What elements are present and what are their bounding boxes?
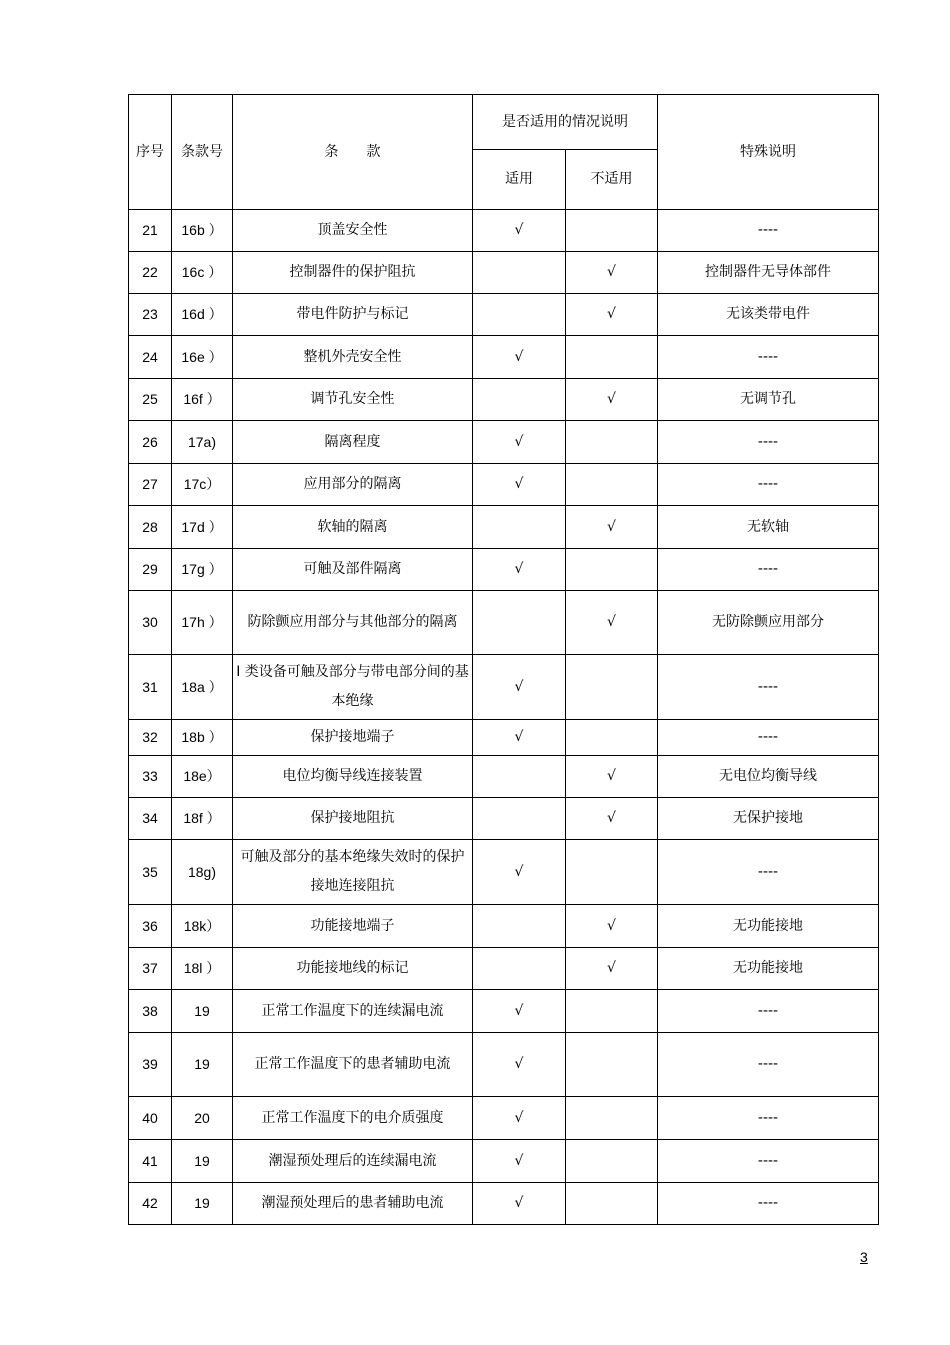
- header-seq: 序号: [129, 95, 172, 210]
- clause-no-cell: 19: [172, 1033, 233, 1097]
- applicable-cell: [473, 591, 566, 655]
- clause-cell: 可触及部件隔离: [233, 549, 473, 591]
- applicable-cell: √: [473, 1183, 566, 1225]
- not-applicable-cell: [566, 549, 658, 591]
- remark-cell: 无该类带电件: [658, 294, 879, 336]
- not-applicable-cell: [566, 655, 658, 720]
- not-applicable-cell: [566, 840, 658, 905]
- clause-cell: 潮湿预处理后的连续漏电流: [233, 1140, 473, 1183]
- applicable-cell: √: [473, 464, 566, 506]
- clause-no-cell: 18b ）: [172, 720, 233, 756]
- clause-cell: 顶盖安全性: [233, 210, 473, 252]
- header-applicable: 适用: [473, 150, 566, 210]
- applicable-cell: √: [473, 990, 566, 1033]
- clause-cell: 隔离程度: [233, 421, 473, 464]
- remark-cell: ----: [658, 464, 879, 506]
- applicable-cell: [473, 948, 566, 990]
- clause-cell: 软轴的隔离: [233, 506, 473, 549]
- remark-cell: ----: [658, 421, 879, 464]
- remark-cell: ----: [658, 1140, 879, 1183]
- not-applicable-cell: √: [566, 379, 658, 421]
- seq-cell: 26: [129, 421, 172, 464]
- table-row: [129, 1033, 879, 1097]
- not-applicable-cell: √: [566, 798, 658, 840]
- applicable-cell: √: [473, 1033, 566, 1097]
- seq-cell: 28: [129, 506, 172, 549]
- seq-cell: 37: [129, 948, 172, 990]
- table-body: [129, 95, 879, 1225]
- not-applicable-cell: √: [566, 252, 658, 294]
- applicable-cell: [473, 798, 566, 840]
- clause-cell: 正常工作温度下的患者辅助电流: [233, 1033, 473, 1097]
- seq-cell: 29: [129, 549, 172, 591]
- clause-cell: 可触及部分的基本绝缘失效时的保护接地连接阻抗: [233, 840, 473, 905]
- table-row: [129, 549, 879, 591]
- applicable-cell: √: [473, 840, 566, 905]
- not-applicable-cell: [566, 210, 658, 252]
- seq-cell: 31: [129, 655, 172, 720]
- clause-cell: 潮湿预处理后的患者辅助电流: [233, 1183, 473, 1225]
- clause-no-cell: 18f ）: [172, 798, 233, 840]
- remark-cell: 无功能接地: [658, 948, 879, 990]
- not-applicable-cell: [566, 990, 658, 1033]
- not-applicable-cell: √: [566, 294, 658, 336]
- clause-cell: 防除颤应用部分与其他部分的隔离: [233, 591, 473, 655]
- not-applicable-cell: [566, 1183, 658, 1225]
- not-applicable-cell: √: [566, 591, 658, 655]
- clause-cell: 带电件防护与标记: [233, 294, 473, 336]
- not-applicable-cell: [566, 1033, 658, 1097]
- clause-cell: Ⅰ 类设备可触及部分与带电部分间的基本绝缘: [233, 655, 473, 720]
- applicable-cell: √: [473, 1097, 566, 1140]
- applicable-cell: √: [473, 549, 566, 591]
- table-row: [129, 591, 879, 655]
- seq-cell: 33: [129, 756, 172, 798]
- clause-table: [128, 94, 879, 1225]
- clause-cell: 正常工作温度下的电介质强度: [233, 1097, 473, 1140]
- seq-cell: 21: [129, 210, 172, 252]
- applicable-cell: √: [473, 210, 566, 252]
- remark-cell: ----: [658, 990, 879, 1033]
- remark-cell: 无保护接地: [658, 798, 879, 840]
- applicable-cell: √: [473, 720, 566, 756]
- clause-no-cell: 17d ）: [172, 506, 233, 549]
- table-row: [129, 210, 879, 252]
- seq-cell: 22: [129, 252, 172, 294]
- clause-no-cell: 16e ）: [172, 336, 233, 379]
- seq-cell: 39: [129, 1033, 172, 1097]
- table-row: [129, 252, 879, 294]
- clause-cell: 整机外壳安全性: [233, 336, 473, 379]
- remark-cell: 无软轴: [658, 506, 879, 549]
- table-row: [129, 1097, 879, 1140]
- table-row: [129, 464, 879, 506]
- seq-cell: 30: [129, 591, 172, 655]
- table-row: [129, 655, 879, 720]
- clause-no-cell: 17c）: [172, 464, 233, 506]
- clause-no-cell: 17h ）: [172, 591, 233, 655]
- header-applicability: 是否适用的情况说明: [473, 95, 658, 150]
- header-clause-no: 条款号: [172, 95, 233, 210]
- table-row: [129, 720, 879, 756]
- clause-no-cell: 17a): [172, 421, 233, 464]
- applicable-cell: √: [473, 336, 566, 379]
- applicable-cell: [473, 294, 566, 336]
- table-row: [129, 506, 879, 549]
- clause-cell: 保护接地端子: [233, 720, 473, 756]
- applicable-cell: [473, 506, 566, 549]
- applicable-cell: √: [473, 421, 566, 464]
- not-applicable-cell: [566, 336, 658, 379]
- remark-cell: ----: [658, 1097, 879, 1140]
- remark-cell: ----: [658, 549, 879, 591]
- seq-cell: 23: [129, 294, 172, 336]
- clause-no-cell: 17g ）: [172, 549, 233, 591]
- seq-cell: 40: [129, 1097, 172, 1140]
- table-row: [129, 1140, 879, 1183]
- clause-no-cell: 18e）: [172, 756, 233, 798]
- table-row: [129, 798, 879, 840]
- clause-no-cell: 16c ）: [172, 252, 233, 294]
- clause-no-cell: 18g): [172, 840, 233, 905]
- remark-cell: 无电位均衡导线: [658, 756, 879, 798]
- remark-cell: 控制器件无导体部件: [658, 252, 879, 294]
- clause-no-cell: 18a ）: [172, 655, 233, 720]
- header-row: [129, 95, 879, 150]
- not-applicable-cell: [566, 1097, 658, 1140]
- table-row: [129, 990, 879, 1033]
- remark-cell: ----: [658, 336, 879, 379]
- seq-cell: 27: [129, 464, 172, 506]
- header-not-applicable: 不适用: [566, 150, 658, 210]
- seq-cell: 42: [129, 1183, 172, 1225]
- not-applicable-cell: √: [566, 756, 658, 798]
- seq-cell: 32: [129, 720, 172, 756]
- remark-cell: ----: [658, 1183, 879, 1225]
- not-applicable-cell: √: [566, 506, 658, 549]
- table-row: [129, 948, 879, 990]
- seq-cell: 38: [129, 990, 172, 1033]
- applicable-cell: [473, 379, 566, 421]
- remark-cell: ----: [658, 840, 879, 905]
- seq-cell: 35: [129, 840, 172, 905]
- table-row: [129, 421, 879, 464]
- clause-no-cell: 19: [172, 1140, 233, 1183]
- clause-cell: 调节孔安全性: [233, 379, 473, 421]
- seq-cell: 25: [129, 379, 172, 421]
- clause-no-cell: 16f ）: [172, 379, 233, 421]
- table-row: [129, 379, 879, 421]
- table-row: [129, 336, 879, 379]
- applicable-cell: [473, 252, 566, 294]
- applicable-cell: √: [473, 1140, 566, 1183]
- clause-cell: 正常工作温度下的连续漏电流: [233, 990, 473, 1033]
- remark-cell: 无防除颤应用部分: [658, 591, 879, 655]
- clause-cell: 应用部分的隔离: [233, 464, 473, 506]
- clause-no-cell: 19: [172, 1183, 233, 1225]
- seq-cell: 24: [129, 336, 172, 379]
- remark-cell: 无调节孔: [658, 379, 879, 421]
- table-row: [129, 756, 879, 798]
- remark-cell: 无功能接地: [658, 905, 879, 948]
- not-applicable-cell: [566, 720, 658, 756]
- not-applicable-cell: √: [566, 905, 658, 948]
- table-row: [129, 1183, 879, 1225]
- seq-cell: 34: [129, 798, 172, 840]
- remark-cell: ----: [658, 210, 879, 252]
- not-applicable-cell: √: [566, 948, 658, 990]
- clause-no-cell: 18l ）: [172, 948, 233, 990]
- clause-cell: 功能接地线的标记: [233, 948, 473, 990]
- remark-cell: ----: [658, 1033, 879, 1097]
- applicable-cell: [473, 905, 566, 948]
- header-clause: 条 款: [233, 95, 473, 210]
- applicable-cell: [473, 756, 566, 798]
- page-number: 3: [860, 1249, 868, 1265]
- clause-no-cell: 20: [172, 1097, 233, 1140]
- not-applicable-cell: [566, 464, 658, 506]
- table-row: [129, 294, 879, 336]
- clause-cell: 保护接地阻抗: [233, 798, 473, 840]
- table-row: [129, 905, 879, 948]
- not-applicable-cell: [566, 421, 658, 464]
- remark-cell: ----: [658, 720, 879, 756]
- seq-cell: 36: [129, 905, 172, 948]
- header-remark: 特殊说明: [658, 95, 879, 210]
- table-row: [129, 840, 879, 905]
- remark-cell: ----: [658, 655, 879, 720]
- not-applicable-cell: [566, 1140, 658, 1183]
- clause-cell: 电位均衡导线连接装置: [233, 756, 473, 798]
- clause-cell: 功能接地端子: [233, 905, 473, 948]
- clause-no-cell: 19: [172, 990, 233, 1033]
- applicable-cell: √: [473, 655, 566, 720]
- clause-no-cell: 18k）: [172, 905, 233, 948]
- clause-no-cell: 16d ）: [172, 294, 233, 336]
- seq-cell: 41: [129, 1140, 172, 1183]
- clause-cell: 控制器件的保护阻抗: [233, 252, 473, 294]
- clause-no-cell: 16b ）: [172, 210, 233, 252]
